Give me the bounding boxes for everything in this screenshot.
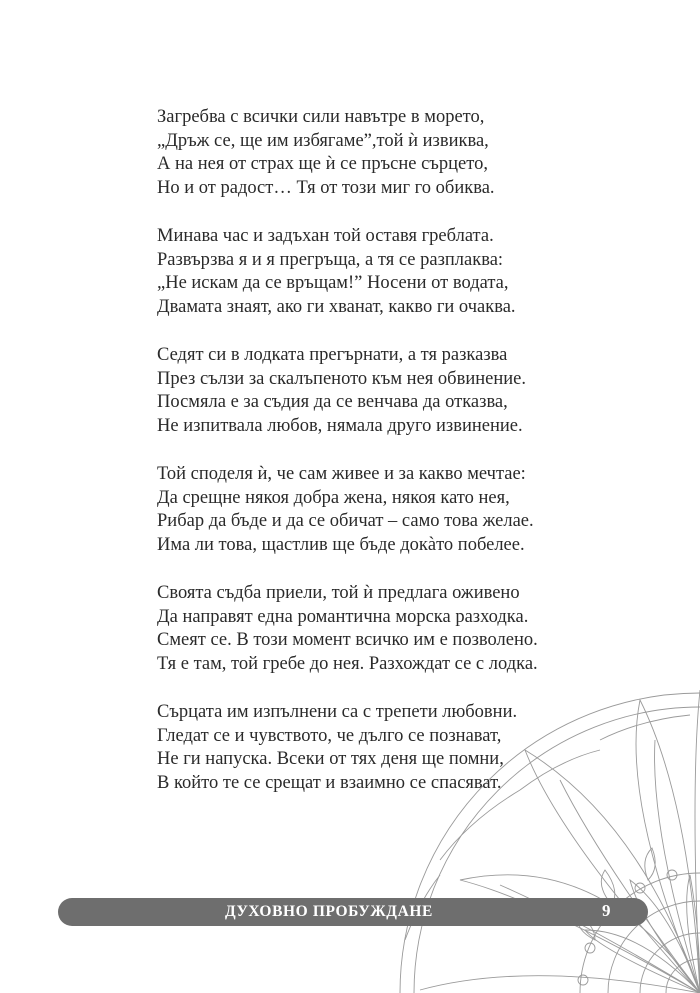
poem-text <box>157 106 597 820</box>
poem-line: „Дръж се, ще им избягаме”,той ѝ извиква, <box>157 130 489 151</box>
poem-line: Смеят се. В този момент всичко им е позволено. <box>157 630 538 650</box>
stanza-6 <box>157 701 597 795</box>
poem-line: Да направят една романтична морска разходка. <box>157 606 529 627</box>
poem-line: Да срещне някоя добра жена, някоя като нея, <box>157 487 510 508</box>
poem-line: Не изпитвала любов, нямала друго извинение. <box>157 415 523 436</box>
poem-line: Посмяла е за съдия да се венчава да отказва, <box>157 392 508 412</box>
poem-line: Своята съдба приели, той ѝ предлага оживено <box>157 583 520 603</box>
poem-line: Той споделя ѝ, че сам живее и за какво мечтае: <box>157 464 526 484</box>
poem-line: Сърцата им изпълнени са с трепети любовни. <box>157 702 518 722</box>
poem-line: В който те се срещат и взаимно се спасяват. <box>157 772 502 793</box>
poem-line: Двамата знаят, ако ги хванат, какво ги очаква. <box>157 296 516 317</box>
poem-line: През сълзи за скалъпеното към нея обвинение. <box>157 368 526 389</box>
poem-line: „Не искам да се връщам!” Носени от водата, <box>157 273 509 293</box>
poem-line: Има ли това, щастлив ще бъде докàто побелее. <box>157 534 525 555</box>
page-number: 9 <box>602 901 611 920</box>
poem-line: Развързва я и я прегръща, а тя се разплаква: <box>157 249 504 270</box>
stanza-4 <box>157 463 597 557</box>
poem-line: Рибар да бъде и да се обичат – само това желае. <box>157 511 534 531</box>
poem-line: А на нея от страх ще ѝ се пръсне сърцето, <box>157 154 488 174</box>
poem-line: Гледат се и чувството, че дълго се познават, <box>157 725 502 746</box>
stanza-3 <box>157 344 597 438</box>
poem-line: Тя е там, той гребе до нея. Разхождат се с лодка. <box>157 653 538 674</box>
poem-line: Но и от радост… Тя от този миг го обиква. <box>157 177 495 198</box>
footer-title: ДУХОВНО ПРОБУЖДАНЕ <box>225 903 433 920</box>
stanza-2 <box>157 225 597 319</box>
poem-line: Седят си в лодката прегърнати, а тя разказва <box>157 345 508 365</box>
poem-line: Загребва с всички сили навътре в морето, <box>157 107 485 127</box>
poem-line: Не ги напуска. Всеки от тях деня ще помни, <box>157 749 504 769</box>
stanza-1 <box>157 106 597 200</box>
stanza-5 <box>157 582 597 676</box>
poem-line: Минава час и задъхан той оставя греблата. <box>157 226 494 246</box>
